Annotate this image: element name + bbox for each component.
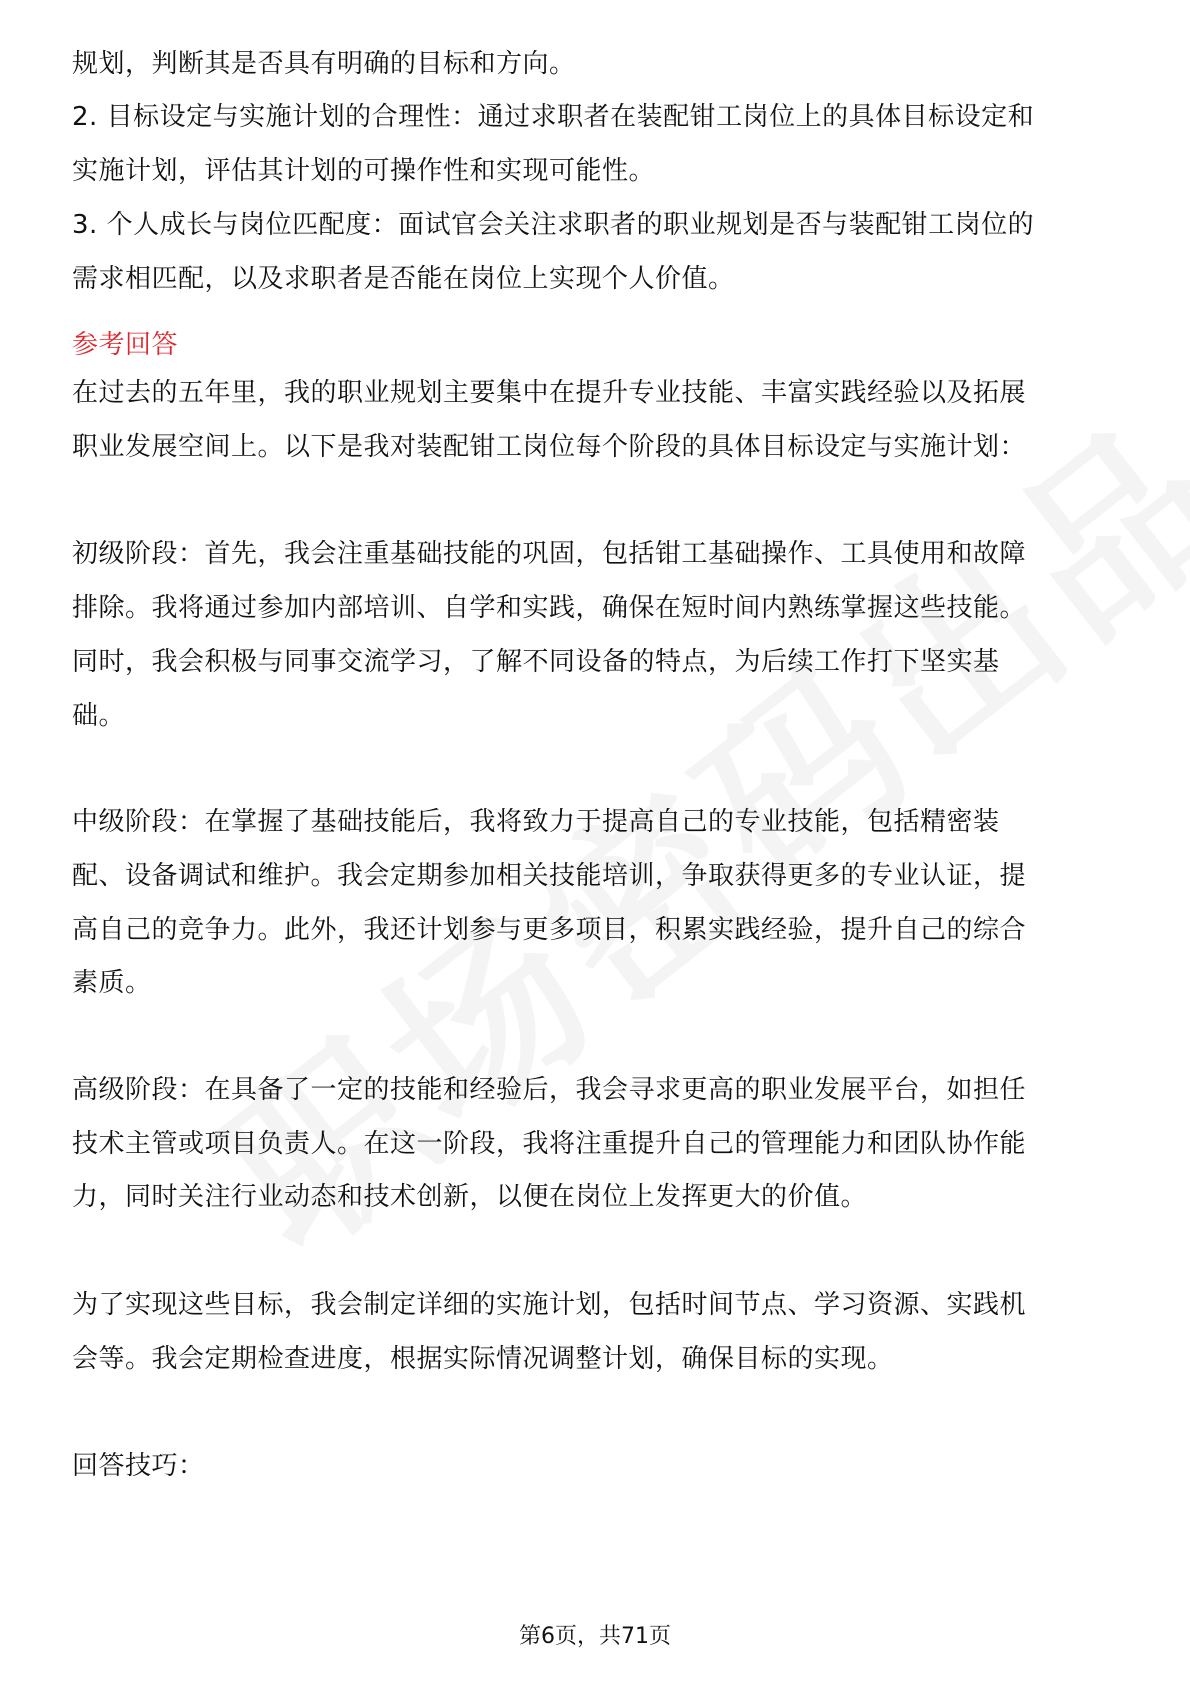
text-line: 技术主管或项目负责人。在这一阶段，我将注重提升自己的管理能力和团队协作能 [72,1129,1027,1159]
text-line: 2. 目标设定与实施计划的合理性：通过求职者在装配钳工岗位上的具体目标设定和 [72,102,1035,132]
text-line: 素质。 [72,968,152,998]
text-line: 高自己的竞争力。此外，我还计划参与更多项目，积累实践经验，提升自己的综合 [72,915,1027,945]
text-line: 回答技巧： [72,1451,205,1481]
text-line: 规划，判断其是否具有明确的目标和方向。 [72,49,576,79]
text-line: 初级阶段：首先，我会注重基础技能的巩固，包括钳工基础操作、工具使用和故障 [72,539,1027,569]
text-line: 在过去的五年里，我的职业规划主要集中在提升专业技能、丰富实践经验以及拓展 [72,378,1027,408]
text-line: 高级阶段：在具备了一定的技能和经验后，我会寻求更高的职业发展平台，如担任 [72,1075,1027,1105]
text-line: 为了实现这些目标，我会制定详细的实施计划，包括时间节点、学习资源、实践机 [72,1290,1027,1320]
text-line: 础。 [72,701,126,731]
text-line: 中级阶段：在掌握了基础技能后，我将致力于提高自己的专业技能，包括精密装 [72,807,1000,837]
text-line: 排除。我将通过参加内部培训、自学和实践，确保在短时间内熟练掌握这些技能。 [72,593,1027,623]
text-line: 同时，我会积极与同事交流学习，了解不同设备的特点，为后续工作打下坚实基 [72,647,1000,677]
text-line: 会等。我会定期检查进度，根据实际情况调整计划，确保目标的实现。 [72,1344,894,1374]
text-line: 需求相匹配，以及求职者是否能在岗位上实现个人价值。 [72,264,735,294]
text-line: 配、设备调试和维护。我会定期参加相关技能培训，争取获得更多的专业认证，提 [72,861,1027,891]
text-line: 职业发展空间上。以下是我对装配钳工岗位每个阶段的具体目标设定与实施计划： [72,432,1027,462]
section-heading: 参考回答 [72,330,179,360]
text-line: 实施计划，评估其计划的可操作性和实现可能性。 [72,156,656,186]
text-line: 3. 个人成长与岗位匹配度：面试官会关注求职者的职业规划是否与装配钳工岗位的 [72,210,1035,240]
text-line: 力，同时关注行业动态和技术创新，以便在岗位上发挥更大的价值。 [72,1182,868,1212]
page-number: 第6页，共71页 [519,1624,671,1649]
